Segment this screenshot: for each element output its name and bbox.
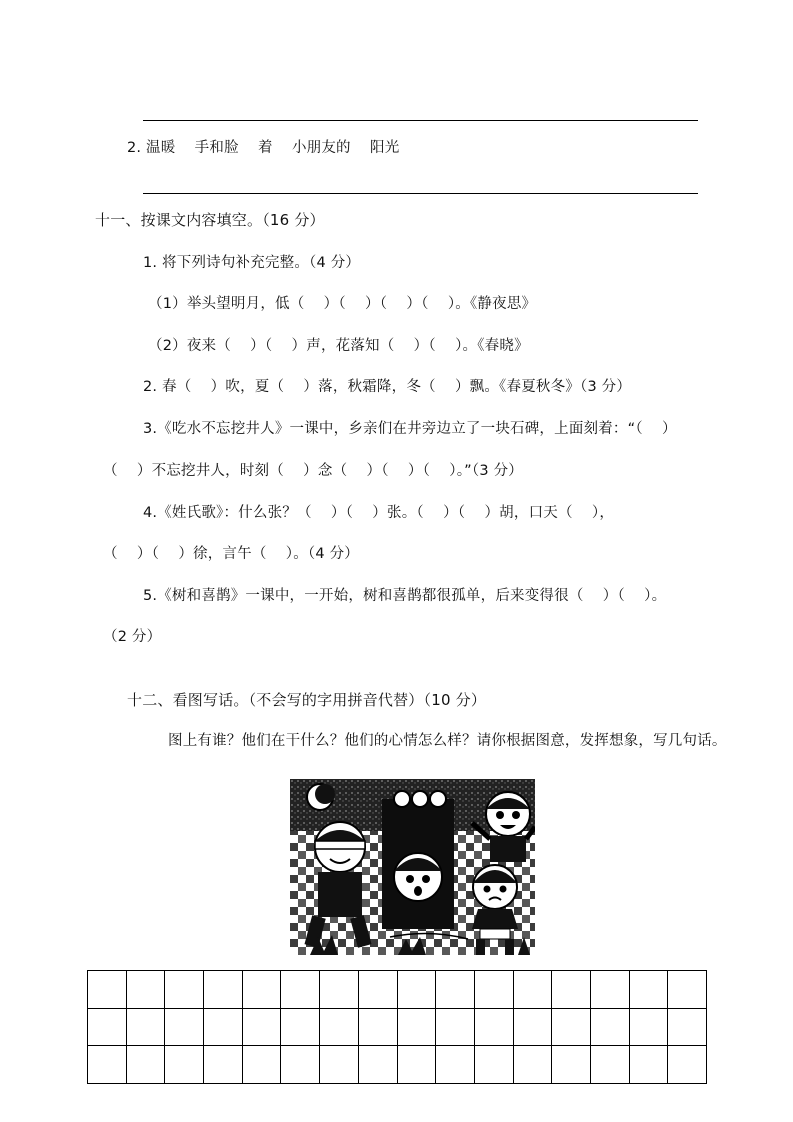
picture-writing-instruction: 图上有谁？他们在干什么？他们的心情怎么样？请你根据图意，发挥想象，写几句话。 <box>168 733 727 749</box>
q1-poem-line-2[interactable]: （2）夜来（ ）（ ）声，花落知（ ）（ ）。《春晓》 <box>148 338 529 354</box>
grid-cell[interactable] <box>436 971 475 1009</box>
grid-cell[interactable] <box>474 1046 513 1084</box>
q1-prompt: 1. 将下列诗句补充完整。（4 分） <box>143 255 361 271</box>
grid-cell[interactable] <box>204 1008 243 1046</box>
grid-cell[interactable] <box>397 1046 436 1084</box>
grid-row <box>88 1046 707 1084</box>
grid-cell[interactable] <box>474 971 513 1009</box>
child-center <box>394 853 442 901</box>
q2-seasons[interactable]: 2. 春（ ）吹，夏（ ）落，秋霜降，冬（ ）飘。《春夏秋冬》（3 分） <box>143 379 632 395</box>
grid-cell[interactable] <box>629 1008 668 1046</box>
grid-row <box>88 1008 707 1046</box>
q5-line-2: （2 分） <box>103 629 162 645</box>
grid-cell[interactable] <box>436 1046 475 1084</box>
grid-cell[interactable] <box>668 1008 707 1046</box>
answer-line-1[interactable] <box>143 120 698 121</box>
word-order-item-2: 2. 温暖 手和脸 着 小朋友的 阳光 <box>127 140 400 156</box>
grid-cell[interactable] <box>165 1008 204 1046</box>
grid-cell[interactable] <box>320 971 359 1009</box>
grid-cell[interactable] <box>397 1008 436 1046</box>
grid-cell[interactable] <box>358 1008 397 1046</box>
grid-cell[interactable] <box>320 1046 359 1084</box>
section-12-heading: 十二、看图写话。（不会写的字用拼音代替）（10 分） <box>127 691 487 709</box>
grid-cell[interactable] <box>204 971 243 1009</box>
grid-cell[interactable] <box>88 1046 127 1084</box>
grid-cell[interactable] <box>358 1046 397 1084</box>
grid-cell[interactable] <box>126 971 165 1009</box>
grid-row <box>88 971 707 1009</box>
grid-cell[interactable] <box>590 971 629 1009</box>
grid-cell[interactable] <box>513 1046 552 1084</box>
grid-cell[interactable] <box>165 971 204 1009</box>
q3-line-2[interactable]: （ ）不忘挖井人，时刻（ ）念（ ）（ ）（ ）。”（3 分） <box>103 463 523 479</box>
grid-cell[interactable] <box>513 1008 552 1046</box>
grid-cell[interactable] <box>88 971 127 1009</box>
q1-poem-line-1[interactable]: （1）举头望明月，低（ ）（ ）（ ）（ ）。《静夜思》 <box>148 296 537 312</box>
answer-line-2[interactable] <box>143 193 698 194</box>
grid-cell[interactable] <box>590 1046 629 1084</box>
grid-cell[interactable] <box>397 971 436 1009</box>
illustration-children-playing <box>290 779 535 955</box>
grid-cell[interactable] <box>358 971 397 1009</box>
grid-cell[interactable] <box>165 1046 204 1084</box>
grid-cell[interactable] <box>281 1046 320 1084</box>
q4-line-2[interactable]: （ ）（ ）徐，言午（ ）。（4 分） <box>103 546 359 562</box>
grid-cell[interactable] <box>474 1008 513 1046</box>
q5-line-1[interactable]: 5.《树和喜鹊》一课中，一开始，树和喜鹊都很孤单，后来变得很（ ）（ ）。 <box>143 588 667 604</box>
section-11-heading: 十一、按课文内容填空。（16 分） <box>95 211 325 229</box>
q3-line-1[interactable]: 3.《吃水不忘挖井人》一课中，乡亲们在井旁边立了一块石碑，上面刻着：“（ ） <box>143 421 677 437</box>
grid-cell[interactable] <box>513 971 552 1009</box>
grid-cell[interactable] <box>204 1046 243 1084</box>
grid-cell[interactable] <box>281 971 320 1009</box>
grid-cell[interactable] <box>126 1046 165 1084</box>
grid-cell[interactable] <box>552 1046 591 1084</box>
grid-cell[interactable] <box>242 971 281 1009</box>
grid-cell[interactable] <box>668 971 707 1009</box>
grid-cell[interactable] <box>590 1008 629 1046</box>
grid-cell[interactable] <box>629 1046 668 1084</box>
grid-cell[interactable] <box>436 1008 475 1046</box>
grid-cell[interactable] <box>126 1008 165 1046</box>
writing-grid[interactable] <box>87 970 707 1084</box>
grid-cell[interactable] <box>242 1046 281 1084</box>
q4-line-1[interactable]: 4.《姓氏歌》：什么张？（ ）（ ）张。（ ）（ ）胡，口天（ ）， <box>143 505 615 521</box>
grid-cell[interactable] <box>242 1008 281 1046</box>
grid-cell[interactable] <box>320 1008 359 1046</box>
grid-cell[interactable] <box>629 971 668 1009</box>
grid-cell[interactable] <box>88 1008 127 1046</box>
grid-cell[interactable] <box>281 1008 320 1046</box>
grid-cell[interactable] <box>552 1008 591 1046</box>
grid-cell[interactable] <box>552 971 591 1009</box>
grid-cell[interactable] <box>668 1046 707 1084</box>
